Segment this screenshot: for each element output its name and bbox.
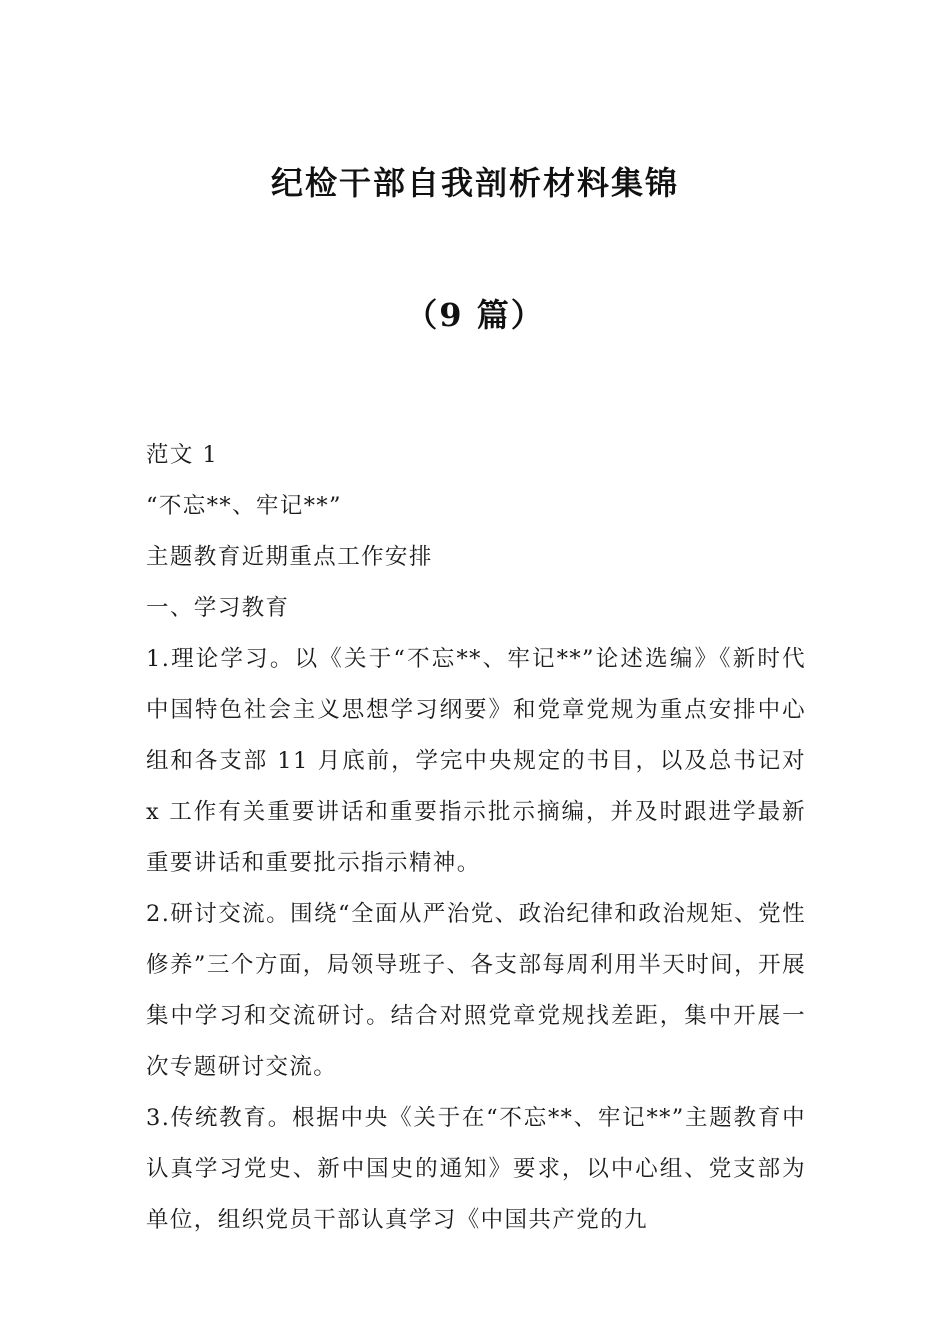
paragraph-traditional-education: 3.传统教育。根据中央《关于在“不忘**、牢记**”主题教育中认真学习党史、新中国史的通知》要求，以中心组、党支部为单位，组织党员干部认真学习《中国共产党的九 <box>146 1105 806 1233</box>
paragraph-theory-study: 1.理论学习。以《关于“不忘**、牢记**”论述选编》《新时代中国特色社会主义思想学习纲要》和党章党规为重点安排中心组和各支部 11 月底前，学完中央规定的书目，以及总书记对 x 工作有关重要讲话和重要指示批示摘编，并及时跟进学最新重要讲话和重要批示指示精神。 <box>146 646 806 876</box>
document-title: 纪检干部自我剖析材料集锦 <box>270 164 679 202</box>
document-body <box>146 430 806 1246</box>
sample-label: 范文 1 <box>146 442 219 468</box>
section-heading-study: 一、学习教育 <box>146 595 290 621</box>
section-title: 主题教育近期重点工作安排 <box>146 544 433 570</box>
document-subtitle: （9 篇） <box>405 296 545 334</box>
theme-slogan: “不忘**、牢记**” <box>146 493 342 519</box>
paragraph-seminar-exchange: 2.研讨交流。围绕“全面从严治党、政治纪律和政治规矩、党性修养”三个方面，局领导班子、各支部每周利用半天时间，开展集中学习和交流研讨。结合对照党章党规找差距，集中开展一次专题研讨交流。 <box>146 901 806 1080</box>
